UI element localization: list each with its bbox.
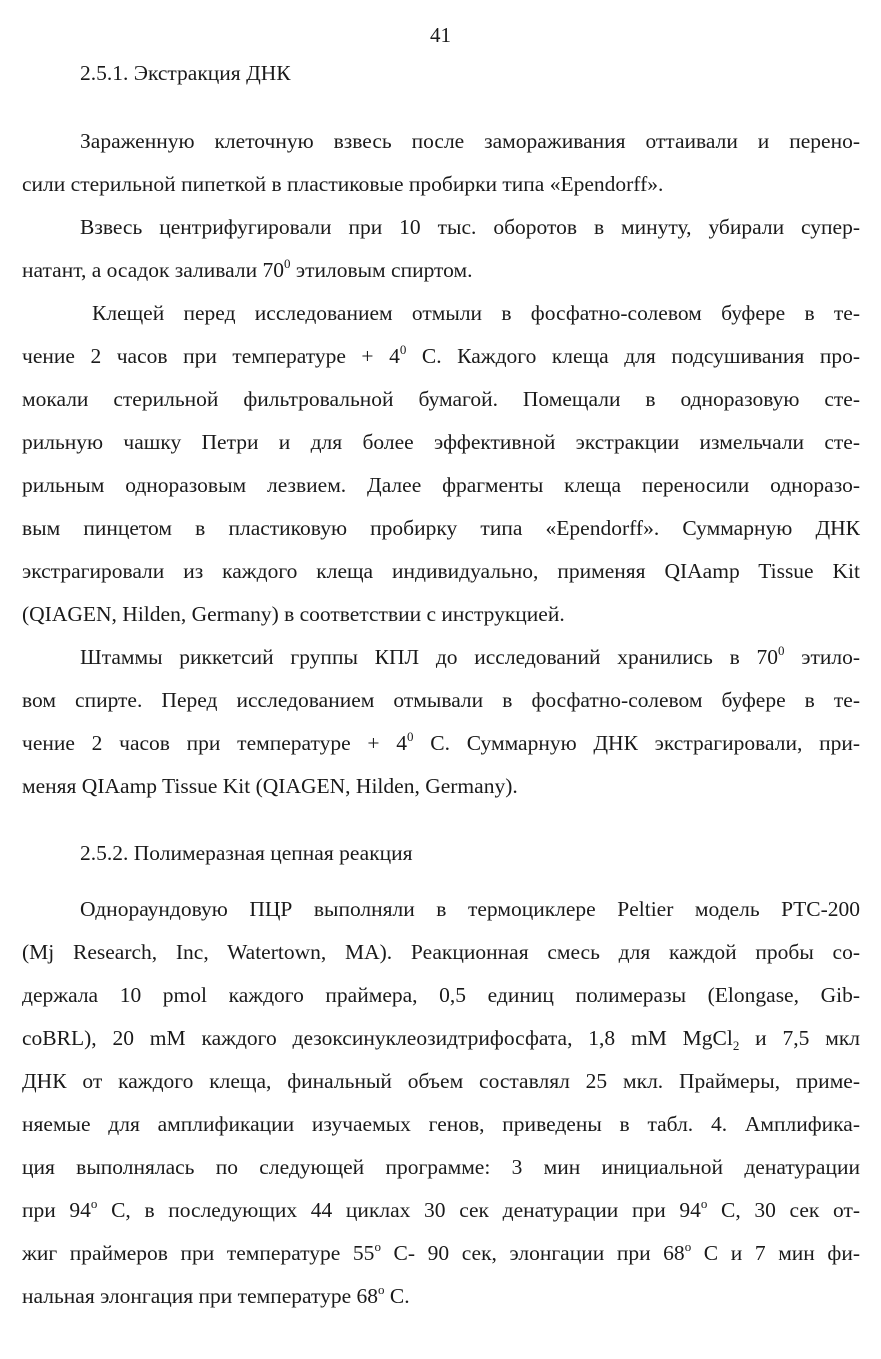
paragraph-line: Штаммы риккетсий группы КПЛ до исследований хранились в $70^0$ этило- xyxy=(80,643,860,669)
section-heading-2-5-2: 2.5.2. Полимеразная цепная реакция xyxy=(80,841,413,865)
paragraph-line: няемые для амплификации изучаемых генов, приведены в табл. 4. Амплифика- xyxy=(22,1112,860,1136)
paragraph-line: держала 10 pmol каждого праймера, 0,5 единиц полимеразы (Elongase, Gib- xyxy=(22,983,860,1007)
paragraph-line: мокали стерильной фильтровальной бумагой. Помещали в одноразовую сте- xyxy=(22,387,860,411)
paragraph-line: Однораундовую ПЦР выполняли в термоциклере Peltier модель PTC-200 xyxy=(80,897,860,921)
section-heading-2-5-1: 2.5.1. Экстракция ДНК xyxy=(80,61,291,85)
paragraph-line: натант, а осадок заливали $70^0$ этиловым спиртом. xyxy=(22,256,473,282)
paragraph-line: ДНК от каждого клеща, финальный объем составлял 25 мкл. Праймеры, приме- xyxy=(22,1069,860,1093)
paragraph-line: Зараженную клеточную взвесь после замораживания оттаивали и перено- xyxy=(80,129,860,153)
paragraph-line: экстрагировали из каждого клеща индивидуально, применяя QIAamp Tissue Kit xyxy=(22,559,860,583)
page-number: 41 xyxy=(430,23,451,47)
paragraph-line: вым пинцетом в пластиковую пробирку типа «Ependorff». Суммарную ДНК xyxy=(22,516,860,540)
paragraph-line: Взвесь центрифугировали при 10 тыс. оборотов в минуту, убирали супер- xyxy=(80,215,860,239)
paragraph-line: (QIAGEN, Hilden, Germany) в соответствии с инструкцией. xyxy=(22,602,565,626)
paragraph-line: меняя QIAamp Tissue Kit (QIAGEN, Hilden, Germany). xyxy=(22,774,518,798)
paragraph-line: ция выполнялась по следующей программе: 3 мин инициальной денатурации xyxy=(22,1155,860,1179)
paragraph-line: вом спирте. Перед исследованием отмывали в фосфатно-солевом буфере в те- xyxy=(22,688,860,712)
paragraph-line: жиг праймеров при температуре 55$^o$ С- 90 сек, элонгации при 68$^o$ С и 7 мин фи- xyxy=(22,1239,861,1265)
paragraph-line: чение 2 часов при температуре + $4^0$ С. Каждого клеща для подсушивания про- xyxy=(22,342,860,368)
paragraph-line: нальная элонгация при температуре 68$^o$ С. xyxy=(22,1282,410,1308)
paragraph-line: coBRL), 20 mM каждого дезоксинуклеозидтрифосфата, 1,8 mM MgCl$_2$ и 7,5 мкл xyxy=(22,1026,860,1053)
paragraph-line: (Mj Research, Inc, Watertown, MA). Реакционная смесь для каждой пробы со- xyxy=(22,940,860,964)
paragraph-line: сили стерильной пипеткой в пластиковые пробирки типа «Ependorff». xyxy=(22,172,664,196)
paragraph-line: рильную чашку Петри и для более эффективной экстракции измельчали сте- xyxy=(22,430,860,454)
paragraph-line: Клещей перед исследованием отмыли в фосфатно-солевом буфере в те- xyxy=(92,301,860,325)
paragraph-line: рильным одноразовым лезвием. Далее фрагменты клеща переносили одноразо- xyxy=(22,473,860,497)
paragraph-line: чение 2 часов при температуре + $4^0$ С. Суммарную ДНК экстрагировали, при- xyxy=(22,729,860,755)
paragraph-line: при 94$^o$ С, в последующих 44 циклах 30 сек денатурации при 94$^o$ С, 30 сек от- xyxy=(22,1196,861,1222)
